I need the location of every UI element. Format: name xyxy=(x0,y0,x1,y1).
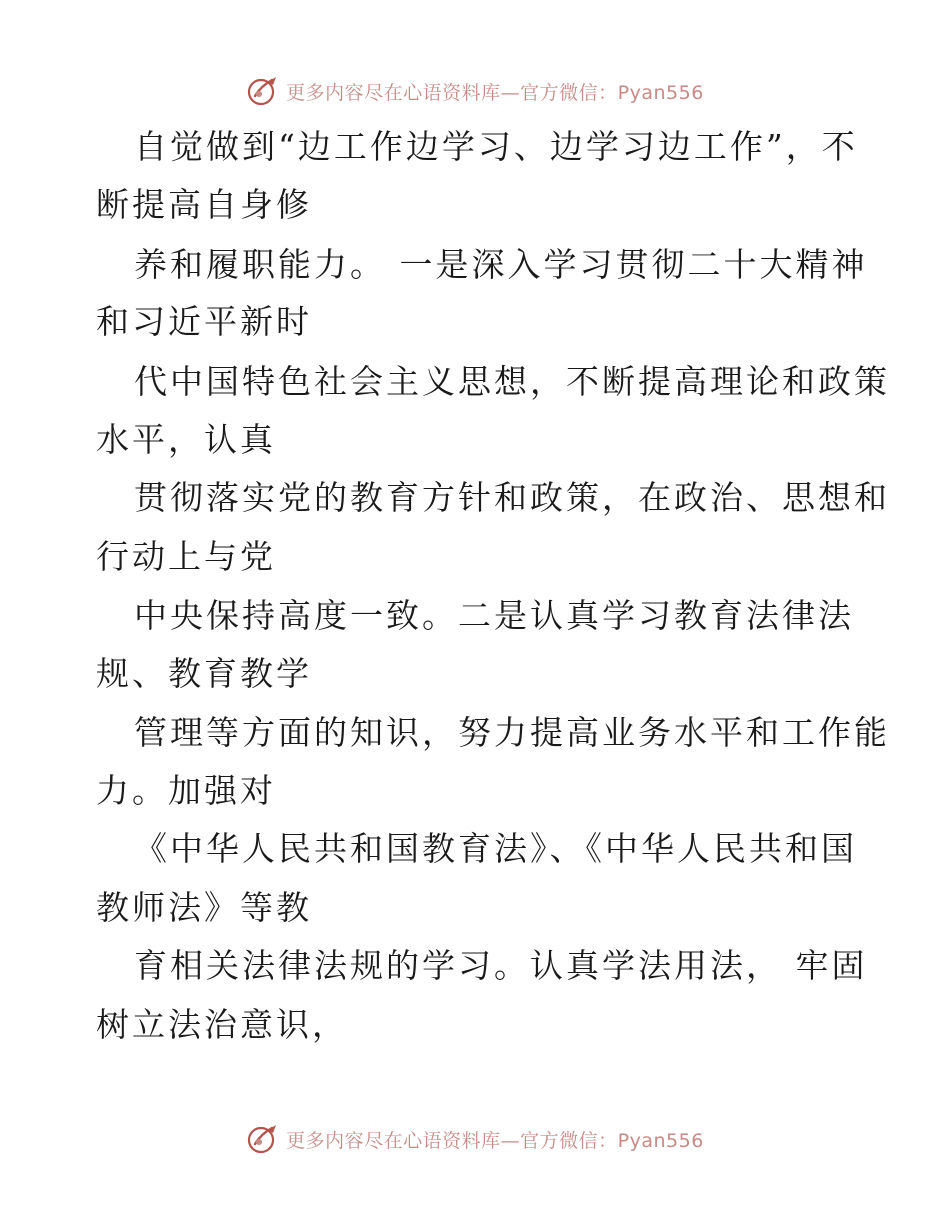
footer-banner-content xyxy=(246,1122,704,1156)
header-banner-content xyxy=(246,74,704,108)
brand-logo-icon xyxy=(246,1122,280,1156)
footer-watermark-banner xyxy=(0,1119,950,1159)
header-wechat-id: Pyan556 xyxy=(617,81,704,104)
text-line: 代中国特色社会主义思想，不断提高理论和政策 xyxy=(134,362,890,401)
text-line: 教师法》等教 xyxy=(96,888,312,927)
text-line: 规、教育教学 xyxy=(96,654,312,693)
header-banner-text: 更多内容尽在心语资料库—官方微信：Pyan556 xyxy=(286,81,704,104)
text-line: 中央保持高度一致。二是认真学习教育法律法 xyxy=(134,596,854,635)
text-line: 养和履职能力。 一是深入学习贯彻二十大精神 xyxy=(134,245,868,284)
text-line: 《中华人民共和国教育法》、《中华人民共和国 xyxy=(134,829,857,868)
text-line: 力。加强对 xyxy=(96,771,276,810)
text-line: 贯彻落实党的教育方针和政策，在政治、思想和 xyxy=(134,478,890,517)
text-line: 育相关法律法规的学习。认真学法用法， 牢固 xyxy=(134,946,868,985)
text-line: 树立法治意识， xyxy=(96,1005,348,1044)
footer-banner-text: 更多内容尽在心语资料库—官方微信：Pyan556 xyxy=(286,1129,704,1152)
brand-logo-icon xyxy=(246,74,280,108)
footer-wechat-id: Pyan556 xyxy=(617,1129,704,1152)
text-line: 水平，认真 xyxy=(96,420,276,459)
text-line: 断提高自身修 xyxy=(96,185,312,224)
text-line: 自觉做到“边工作边学习、边学习边工作”，不 xyxy=(134,127,858,166)
text-line: 和习近平新时 xyxy=(96,302,312,341)
header-watermark-banner xyxy=(0,71,950,111)
text-line: 行动上与党 xyxy=(96,537,276,576)
text-line: 管理等方面的知识，努力提高业务水平和工作能 xyxy=(134,713,890,752)
